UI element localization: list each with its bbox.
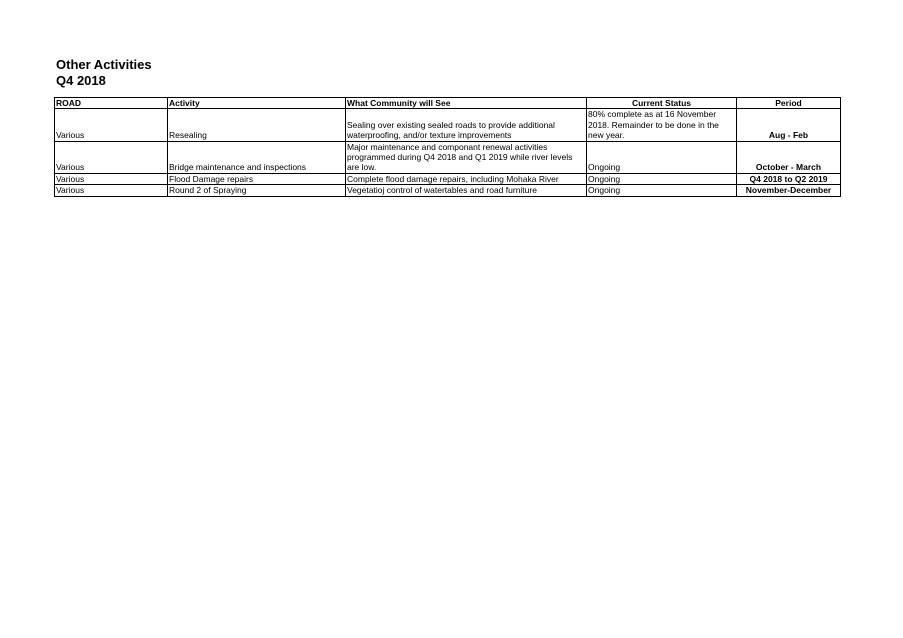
cell-period: Aug - Feb [737,109,841,141]
table-row [55,185,841,196]
cell-activity: Round 2 of Spraying [168,185,346,196]
cell-road: Various [55,141,168,173]
activities-table [54,97,841,197]
header-status: Current Status [587,98,737,109]
cell-status: Ongoing [587,173,737,184]
document-title-block [56,57,152,89]
cell-status: 80% complete as at 16 November 2018. Remainder to be done in the new year. [587,109,737,141]
cell-community: Sealing over existing sealed roads to provide additional waterproofing, and/or texture improvements [346,109,587,141]
cell-period: October - March [737,141,841,173]
header-road: ROAD [55,98,168,109]
cell-road: Various [55,185,168,196]
header-community: What Community will See [346,98,587,109]
cell-activity: Bridge maintenance and inspections [168,141,346,173]
cell-community: Vegetatioj control of watertables and road furniture [346,185,587,196]
table-row [55,109,841,141]
cell-period: Q4 2018 to Q2 2019 [737,173,841,184]
table-row [55,173,841,184]
cell-status: Ongoing [587,185,737,196]
cell-community: Major maintenance and componant renewal activities programmed during Q4 2018 and Q1 2019 while river levels are low. [346,141,587,173]
document-title: Other Activities [56,57,152,72]
cell-road: Various [55,109,168,141]
table-row [55,141,841,173]
header-activity: Activity [168,98,346,109]
activities-table-container [54,97,841,197]
header-period: Period [737,98,841,109]
cell-activity: Resealing [168,109,346,141]
cell-period: November-December [737,185,841,196]
cell-community: Complete flood damage repairs, including Mohaka River [346,173,587,184]
cell-road: Various [55,173,168,184]
table-header-row [55,98,841,109]
cell-status: Ongoing [587,141,737,173]
document-subtitle: Q4 2018 [56,73,106,88]
cell-activity: Flood Damage repairs [168,173,346,184]
